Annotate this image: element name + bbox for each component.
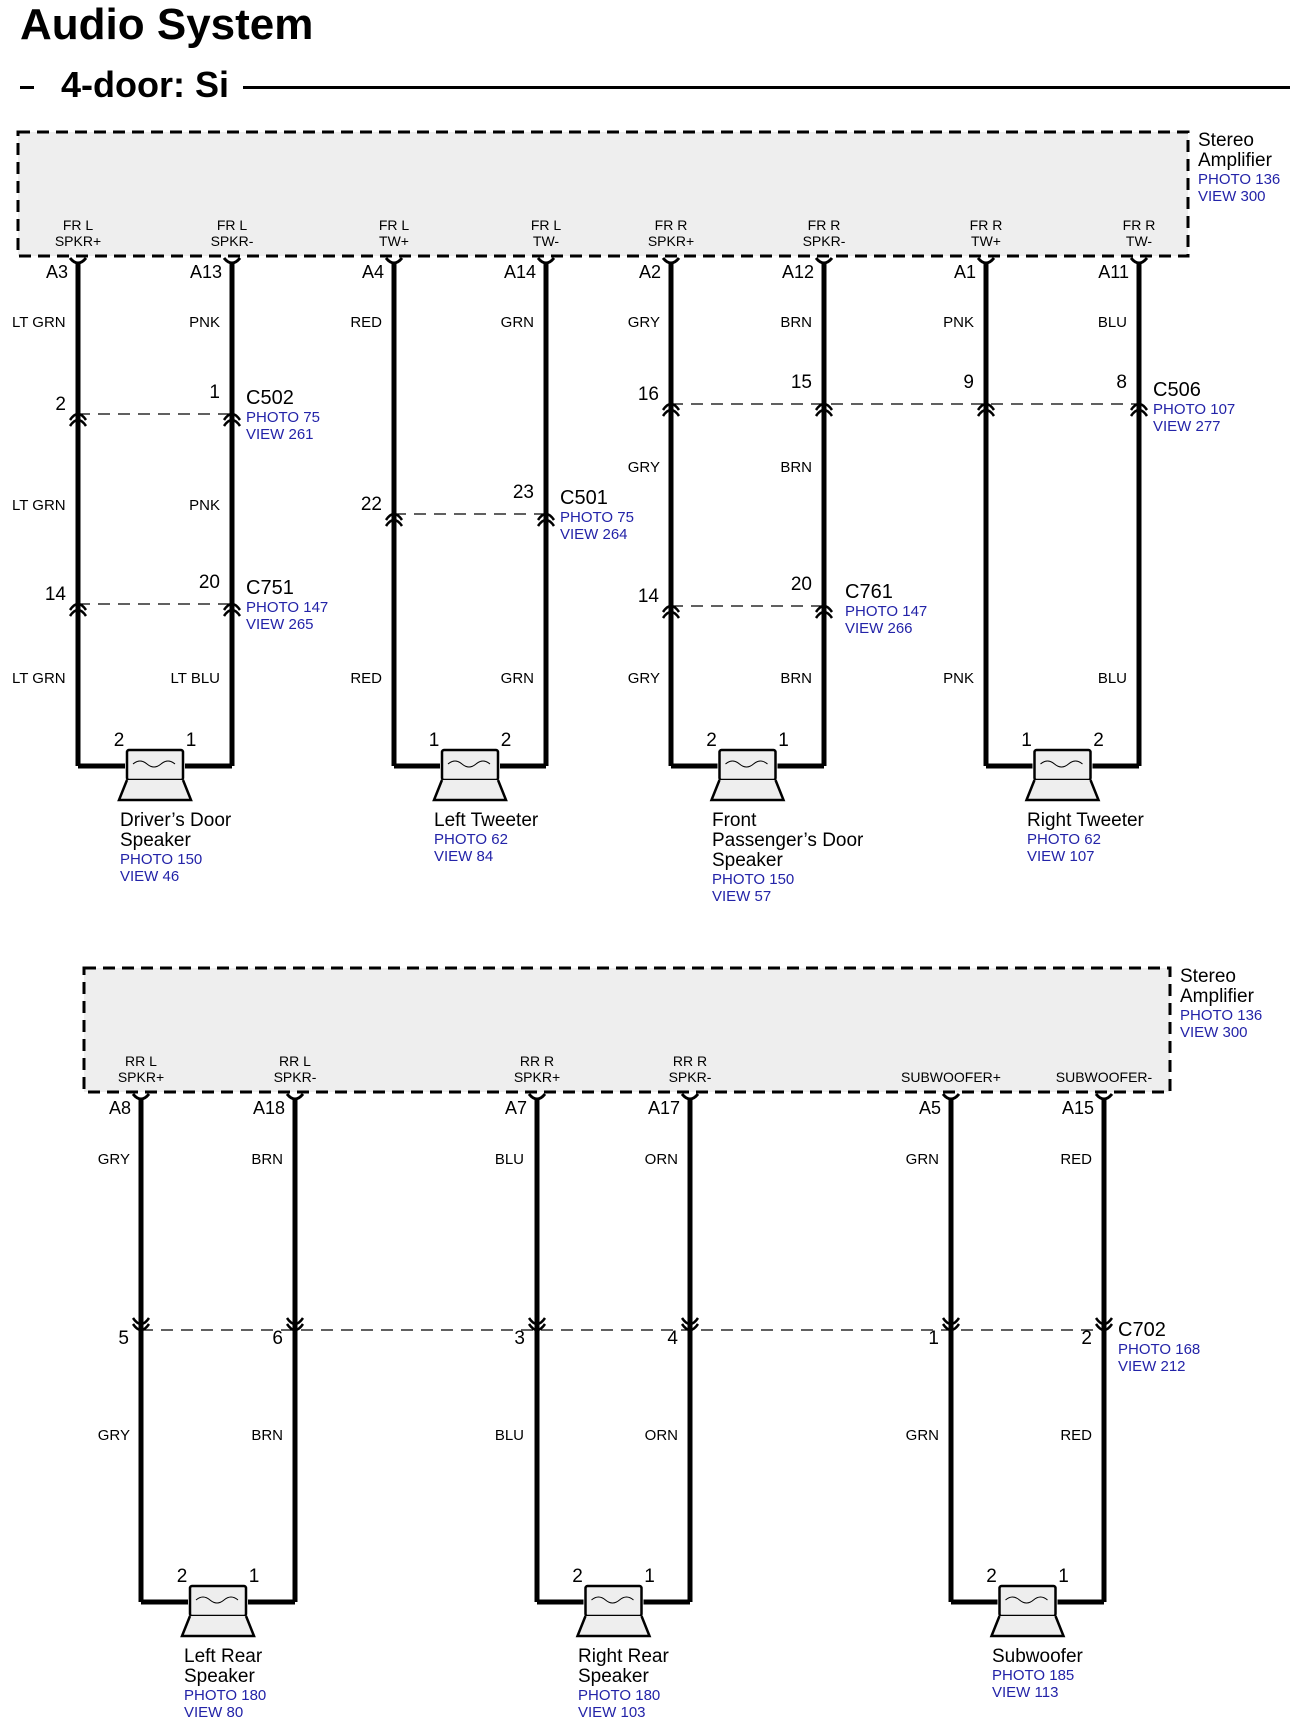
wire-color-label: RED	[1060, 1427, 1092, 1444]
speaker-icon	[442, 750, 498, 780]
terminal-connector-mark	[287, 1094, 303, 1099]
wire-color-label: PNK	[189, 497, 220, 514]
wire-color-label: BLU	[1097, 670, 1127, 687]
speaker-pin: 1	[1021, 730, 1032, 751]
terminal-connector-mark	[529, 1094, 545, 1099]
terminal-name: TW+	[379, 233, 409, 249]
page-subtitle: 4-door: Si	[47, 64, 243, 106]
amplifier-view-ref: VIEW 300	[1180, 1024, 1248, 1041]
connector-pin: 3	[514, 1328, 525, 1349]
terminal-name: FR L	[378, 217, 410, 233]
speaker-name: Left Tweeter	[434, 810, 539, 831]
speaker-name: Left Rear	[184, 1646, 263, 1667]
terminal-name: FR L	[62, 217, 94, 233]
connector-pin: 20	[790, 574, 812, 595]
speaker-icon	[1000, 1586, 1056, 1616]
connector-name: C501	[560, 487, 608, 509]
connector-photo-ref: PHOTO 147	[845, 603, 928, 620]
speaker-icon	[1035, 750, 1091, 780]
amplifier-view-ref: VIEW 300	[1198, 188, 1266, 205]
wire-color-label: GRN	[905, 1151, 939, 1168]
wire-color-label: GRY	[97, 1151, 130, 1168]
terminal-pin: A14	[503, 262, 536, 282]
speaker-name: Speaker	[712, 850, 783, 871]
speaker-view-ref: VIEW 113	[992, 1684, 1059, 1701]
speaker-name: Passenger’s Door	[712, 830, 864, 851]
terminal-connector-mark	[816, 258, 832, 263]
speaker-cone-icon	[1027, 780, 1099, 800]
connector-pin: 20	[198, 572, 220, 593]
speaker-view-ref: VIEW 103	[578, 1704, 646, 1721]
terminal-name: RR R	[519, 1053, 555, 1069]
amplifier-label: Amplifier	[1180, 986, 1254, 1007]
connector-photo-ref: PHOTO 107	[1153, 401, 1236, 418]
terminal-name: RR L	[279, 1053, 311, 1069]
speaker-pin: 1	[644, 1566, 655, 1587]
wire-color-label: BLU	[494, 1151, 524, 1168]
speaker-pin: 2	[1093, 730, 1104, 751]
connector-pin: 8	[1116, 372, 1127, 393]
wire-color-label: LT GRN	[12, 497, 66, 514]
terminal-connector-mark	[682, 1094, 698, 1099]
speaker-name: Speaker	[184, 1666, 255, 1687]
wire-color-label: GRY	[97, 1427, 130, 1444]
terminal-name: FR R	[654, 217, 688, 233]
connector-pin: 5	[118, 1328, 129, 1349]
speaker-view-ref: VIEW 84	[434, 848, 494, 865]
amplifier-label: Amplifier	[1198, 150, 1272, 171]
terminal-name: SPKR-	[802, 233, 846, 249]
wire-color-label: GRY	[627, 670, 660, 687]
terminal-pin: A12	[781, 262, 814, 282]
amplifier-photo-ref: PHOTO 136	[1198, 171, 1281, 188]
speaker-photo-ref: PHOTO 180	[578, 1687, 661, 1704]
connector-pin: 16	[637, 384, 659, 405]
connector-view-ref: VIEW 266	[845, 620, 913, 637]
connector-pin: 4	[667, 1328, 678, 1349]
connector-name: C761	[845, 581, 893, 603]
wire-color-label: LT GRN	[12, 670, 66, 687]
speaker-name: Right Rear	[578, 1646, 669, 1667]
connector-pin: 22	[360, 494, 382, 515]
wire-color-label: BRN	[780, 459, 812, 476]
speaker-cone-icon	[712, 780, 784, 800]
terminal-pin: A13	[189, 262, 222, 282]
terminal-name: TW-	[532, 233, 560, 249]
terminal-connector-mark	[224, 258, 240, 263]
terminal-pin: A4	[361, 262, 384, 282]
terminal-connector-mark	[663, 258, 679, 263]
speaker-photo-ref: PHOTO 180	[184, 1687, 267, 1704]
amplifier-photo-ref: PHOTO 136	[1180, 1007, 1263, 1024]
speaker-pin: 2	[572, 1566, 583, 1587]
terminal-pin: A11	[1098, 262, 1129, 282]
terminal-name: FR R	[969, 217, 1003, 233]
connector-photo-ref: PHOTO 75	[246, 409, 320, 426]
speaker-photo-ref: PHOTO 62	[1027, 831, 1101, 848]
speaker-view-ref: VIEW 57	[712, 888, 772, 905]
terminal-name: SUBWOOFER-	[1055, 1069, 1153, 1085]
terminal-name: SPKR-	[668, 1069, 712, 1085]
wire-color-label: GRY	[627, 314, 660, 331]
speaker-pin: 2	[113, 730, 125, 751]
connector-view-ref: VIEW 264	[560, 526, 628, 543]
amplifier-box	[84, 968, 1170, 1092]
terminal-pin: A18	[252, 1098, 285, 1118]
connector-pin: 1	[209, 382, 220, 403]
speaker-view-ref: VIEW 46	[120, 868, 180, 885]
speaker-icon	[127, 750, 183, 780]
wire-color-label: RED	[350, 314, 382, 331]
terminal-connector-mark	[978, 258, 994, 263]
connector-pin: 14	[637, 586, 659, 607]
speaker-view-ref: VIEW 107	[1027, 848, 1095, 865]
amplifier-box	[18, 132, 1188, 256]
terminal-name: TW-	[1125, 233, 1153, 249]
speaker-pin: 2	[176, 1566, 188, 1587]
speaker-name: Driver’s Door	[120, 810, 232, 831]
connector-name: C702	[1118, 1319, 1166, 1341]
terminal-name: SPKR+	[647, 233, 695, 249]
terminal-connector-mark	[943, 1094, 959, 1099]
connector-pin: 9	[963, 372, 974, 393]
speaker-pin: 1	[428, 730, 440, 751]
connector-view-ref: VIEW 265	[246, 616, 314, 633]
terminal-connector-mark	[1131, 258, 1147, 263]
connector-view-ref: VIEW 261	[246, 426, 314, 443]
connector-pin: 14	[44, 584, 66, 605]
terminal-pin: A8	[108, 1098, 131, 1118]
wire-color-label: GRN	[905, 1427, 939, 1444]
connector-photo-ref: PHOTO 75	[560, 509, 634, 526]
speaker-pin: 1	[185, 730, 197, 751]
speaker-icon	[190, 1586, 246, 1616]
wire-color-label: PNK	[943, 670, 974, 687]
wire-color-label: BLU	[1097, 314, 1127, 331]
terminal-connector-mark	[133, 1094, 149, 1099]
terminal-name: SPKR+	[54, 233, 102, 249]
speaker-photo-ref: PHOTO 150	[712, 871, 795, 888]
speaker-photo-ref: PHOTO 62	[434, 831, 508, 848]
terminal-name: SPKR+	[513, 1069, 561, 1085]
wire-color-label: RED	[1060, 1151, 1092, 1168]
terminal-pin: A7	[504, 1098, 527, 1118]
terminal-name: SUBWOOFER+	[901, 1069, 1001, 1085]
speaker-name: Subwoofer	[992, 1646, 1083, 1667]
connector-photo-ref: PHOTO 147	[246, 599, 329, 616]
speaker-pin: 1	[1058, 1566, 1069, 1587]
terminal-connector-mark	[386, 258, 402, 263]
connector-pin: 15	[790, 372, 812, 393]
terminal-pin: A1	[953, 262, 976, 282]
wire-color-label: BRN	[780, 314, 812, 331]
speaker-pin: 2	[986, 1566, 997, 1587]
page-title: Audio System	[20, 0, 314, 49]
terminal-name: FR L	[530, 217, 562, 233]
terminal-connector-mark	[538, 258, 554, 263]
speaker-name: Speaker	[120, 830, 191, 851]
wire-color-label: BRN	[780, 670, 812, 687]
terminal-connector-mark	[1096, 1094, 1112, 1099]
terminal-pin: A15	[1061, 1098, 1094, 1118]
speaker-photo-ref: PHOTO 185	[992, 1667, 1075, 1684]
speaker-name: Right Tweeter	[1027, 810, 1144, 831]
speaker-cone-icon	[578, 1616, 650, 1636]
terminal-name: FR R	[1122, 217, 1156, 233]
terminal-pin: A17	[647, 1098, 680, 1118]
speaker-icon	[586, 1586, 642, 1616]
terminal-name: FR L	[216, 217, 248, 233]
speaker-cone-icon	[119, 780, 191, 800]
connector-name: C751	[246, 577, 294, 599]
connector-photo-ref: PHOTO 168	[1118, 1341, 1201, 1358]
speaker-name: Speaker	[578, 1666, 649, 1687]
terminal-pin: A3	[45, 262, 68, 282]
speaker-name: Front	[712, 810, 757, 831]
connector-pin: 2	[1081, 1328, 1092, 1349]
speaker-view-ref: VIEW 80	[184, 1704, 244, 1721]
terminal-name: SPKR-	[210, 233, 254, 249]
wire-color-label: LT GRN	[12, 314, 66, 331]
wire-color-label: BRN	[251, 1427, 283, 1444]
terminal-name: FR R	[807, 217, 841, 233]
amplifier-label: Stereo	[1198, 130, 1254, 151]
speaker-cone-icon	[992, 1616, 1064, 1636]
connector-pin: 1	[928, 1328, 939, 1349]
speaker-icon	[720, 750, 776, 780]
connector-name: C506	[1153, 379, 1201, 401]
connector-pin: 6	[272, 1328, 283, 1349]
speaker-pin: 2	[500, 730, 512, 751]
speaker-pin: 1	[248, 1566, 260, 1587]
terminal-name: SPKR-	[273, 1069, 317, 1085]
wire-color-label: PNK	[943, 314, 974, 331]
wire-color-label: LT BLU	[170, 670, 220, 687]
wire-color-label: ORN	[644, 1427, 678, 1444]
wire-color-label: GRN	[500, 314, 534, 331]
speaker-cone-icon	[182, 1616, 254, 1636]
connector-pin: 2	[55, 394, 66, 415]
terminal-name: SPKR+	[117, 1069, 165, 1085]
terminal-pin: A2	[638, 262, 661, 282]
terminal-name: RR L	[125, 1053, 157, 1069]
connector-view-ref: VIEW 277	[1153, 418, 1221, 435]
speaker-cone-icon	[434, 780, 506, 800]
wire-color-label: BLU	[494, 1427, 524, 1444]
terminal-name: RR R	[672, 1053, 708, 1069]
wire-color-label: BRN	[251, 1151, 283, 1168]
wire-color-label: PNK	[189, 314, 220, 331]
amplifier-label: Stereo	[1180, 966, 1236, 987]
connector-name: C502	[246, 387, 294, 409]
terminal-pin: A5	[918, 1098, 941, 1118]
speaker-photo-ref: PHOTO 150	[120, 851, 203, 868]
terminal-connector-mark	[70, 258, 86, 263]
wire-color-label: GRN	[500, 670, 534, 687]
connector-view-ref: VIEW 212	[1118, 1358, 1186, 1375]
speaker-pin: 1	[778, 730, 789, 751]
speaker-pin: 2	[706, 730, 717, 751]
wire-color-label: ORN	[644, 1151, 678, 1168]
wire-color-label: RED	[350, 670, 382, 687]
connector-pin: 23	[512, 482, 534, 503]
wire-color-label: GRY	[627, 459, 660, 476]
terminal-name: TW+	[971, 233, 1001, 249]
